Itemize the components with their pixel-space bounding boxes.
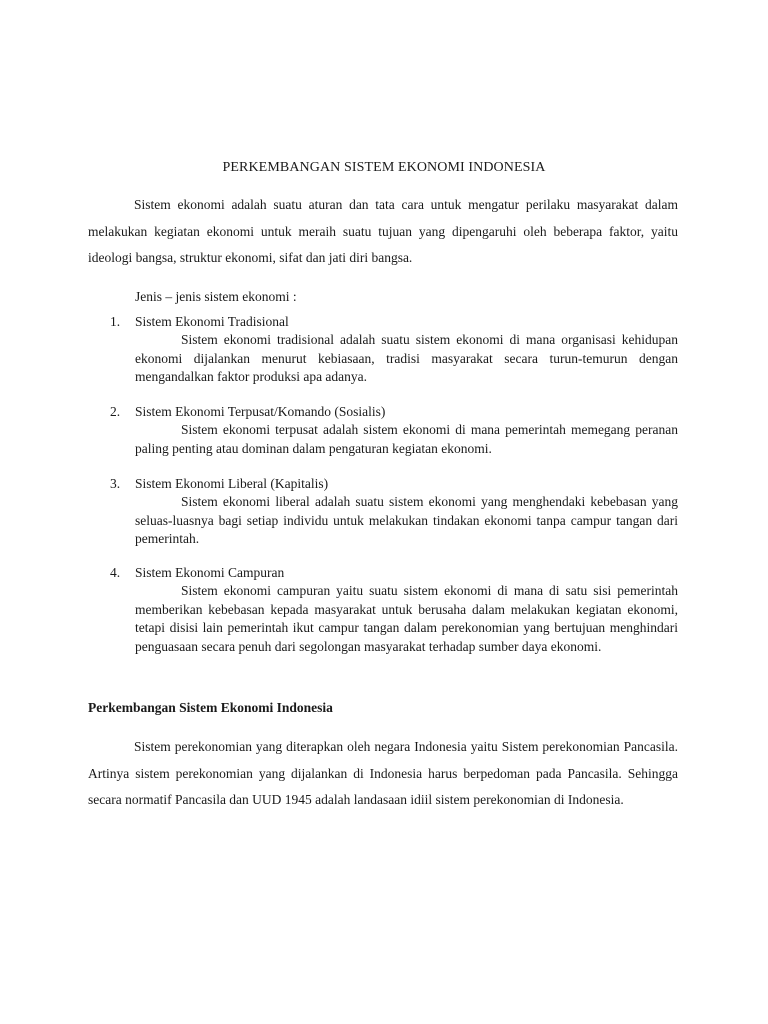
document-title: PERKEMBANGAN SISTEM EKONOMI INDONESIA <box>222 160 546 175</box>
list-item-body <box>135 331 678 387</box>
list-item-number: 4. <box>110 565 121 580</box>
list-item-body-text: Sistem ekonomi terpusat adalah sistem ekonomi di mana pemerintah memegang peranan paling penting atau dominan dalam pengaturan kegiatan ekonomi. <box>135 422 678 456</box>
section-heading: Perkembangan Sistem Ekonomi Indonesia <box>88 700 333 715</box>
list-item-body <box>135 421 678 458</box>
section-text: Sistem perekonomian yang diterapkan oleh negara Indonesia yaitu Sistem perekonomian Pancasila. Artinya sistem perekonomian yang dijalankan di Indonesia harus berpedoman pada Pancasila. Sehingga secara normatif Pancasila dan UUD 1945 adalah landasaan idiil sistem perekonomian di Indonesia. <box>88 739 678 807</box>
list-item-number: 2. <box>110 404 121 419</box>
list-item-title: Sistem Ekonomi Campuran <box>135 565 285 580</box>
list-item-title: Sistem Ekonomi Tradisional <box>135 314 289 329</box>
list-item-body-text: Sistem ekonomi liberal adalah suatu sistem ekonomi yang menghendaki kebebasan yang seluas-luasnya bagi setiap individu untuk melakukan tindakan ekonomi tanpa campur tangan dari pemerintah. <box>135 494 678 546</box>
intro-paragraph <box>88 192 678 272</box>
intro-text: Sistem ekonomi adalah suatu aturan dan tata cara untuk mengatur perilaku masyarakat dalam melakukan kegiatan ekonomi untuk meraih suatu tujuan yang dipengaruhi oleh beberapa faktor, yaitu ideologi bangsa, struktur ekonomi, sifat dan jati diri bangsa. <box>88 197 678 265</box>
list-item-body <box>135 582 678 656</box>
list-item-body-text: Sistem ekonomi tradisional adalah suatu sistem ekonomi di mana organisasi kehidupan ekonomi dijalankan menurut kebiasaan, tradisi masyarakat secara turun-temurun dengan mengandalkan faktor produksi apa adanya. <box>135 332 678 384</box>
list-item-body-text: Sistem ekonomi campuran yaitu suatu sistem ekonomi di mana di satu sisi pemerintah memberikan kebebasan kepada masyarakat untuk berusaha dalam melakukan kegiatan ekonomi, tetapi disisi lain pemerintah ikut campur tangan dalam perekonomian yang bertujuan menghindari penguasaan secara penuh dari segolongan masyarakat terhadap sumber daya ekonomi. <box>135 583 678 654</box>
list-item-number: 1. <box>110 314 121 329</box>
list-item-body <box>135 493 678 549</box>
list-item-number: 3. <box>110 476 121 491</box>
list-item-title: Sistem Ekonomi Liberal (Kapitalis) <box>135 476 329 491</box>
section-paragraph <box>88 734 678 814</box>
list-item-title: Sistem Ekonomi Terpusat/Komando (Sosialis) <box>135 404 386 419</box>
jenis-label: Jenis – jenis sistem ekonomi : <box>135 289 297 304</box>
